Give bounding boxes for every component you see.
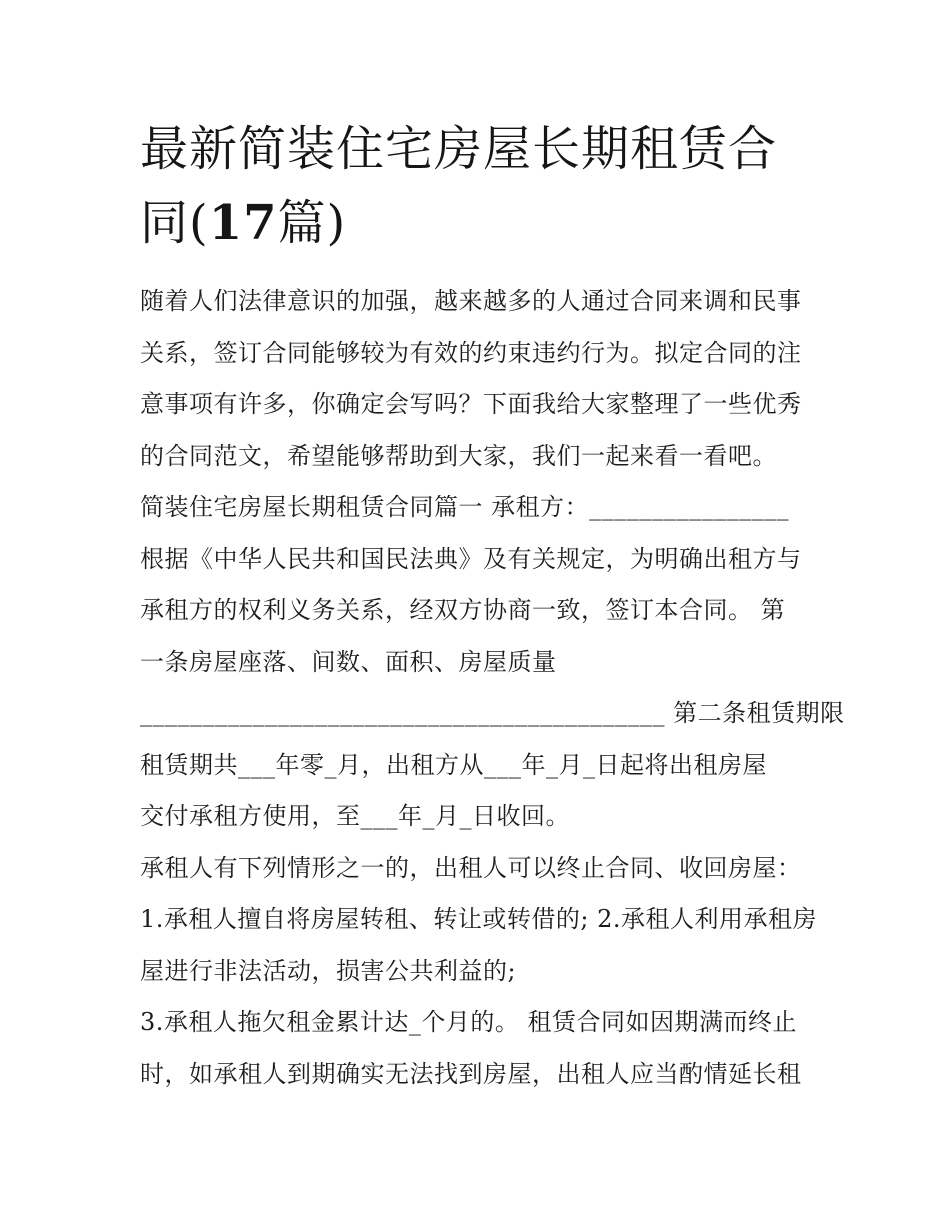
body-line: __________________________________________ 第二条租赁期限 [140, 699, 845, 727]
body-line: 时，如承租人到期确实无法找到房屋，出租人应当酌情延长租 [140, 1059, 802, 1088]
body-line: 随着人们法律意识的加强，越来越多的人通过合同来调和民事 [140, 287, 802, 315]
body-line: 交付承租方使用，至___年_月_日收回。 [140, 802, 570, 830]
body-line: 承租人有下列情形之一的，出租人可以终止合同、收回房屋： [140, 853, 802, 882]
body-line: 3.承租人拖欠租金累计达_个月的。 租赁合同如因期满而终止 [140, 1008, 798, 1036]
body-line: 一条房屋座落、间数、面积、房屋质量 [140, 647, 557, 676]
body-line: 租赁期共___年零_月，出租方从___年_月_日起将出租房屋 [140, 750, 767, 779]
document-body [140, 276, 845, 1100]
title-line-2-suffix: 篇) [277, 195, 347, 251]
body-line: 意事项有许多，你确定会写吗？下面我给大家整理了一些优秀 [140, 390, 802, 418]
title-line-1: 最新简装住宅房屋长期租赁合 [140, 121, 778, 177]
title-article-count: 17 [208, 195, 278, 251]
body-line: 简装住宅房屋长期租赁合同篇一 承租方：________________ [140, 493, 790, 521]
title-line-2-prefix: 同( [140, 195, 209, 251]
body-line: 1.承租人擅自将房屋转租、转让或转借的; 2.承租人利用承租房 [140, 905, 818, 933]
document-title [140, 112, 820, 260]
body-line: 屋进行非法活动，损害公共利益的; [140, 956, 517, 985]
body-line: 根据《中华人民共和国民法典》及有关规定，为明确出租方与 [140, 544, 802, 573]
body-line: 关系，签订合同能够较为有效的约束违约行为。拟定合同的注 [140, 338, 802, 367]
body-line: 的合同范文，希望能够帮助到大家，我们一起来看一看吧。 [140, 441, 777, 470]
body-line: 承租方的权利义务关系，经双方协商一致，签订本合同。 第 [140, 596, 786, 624]
